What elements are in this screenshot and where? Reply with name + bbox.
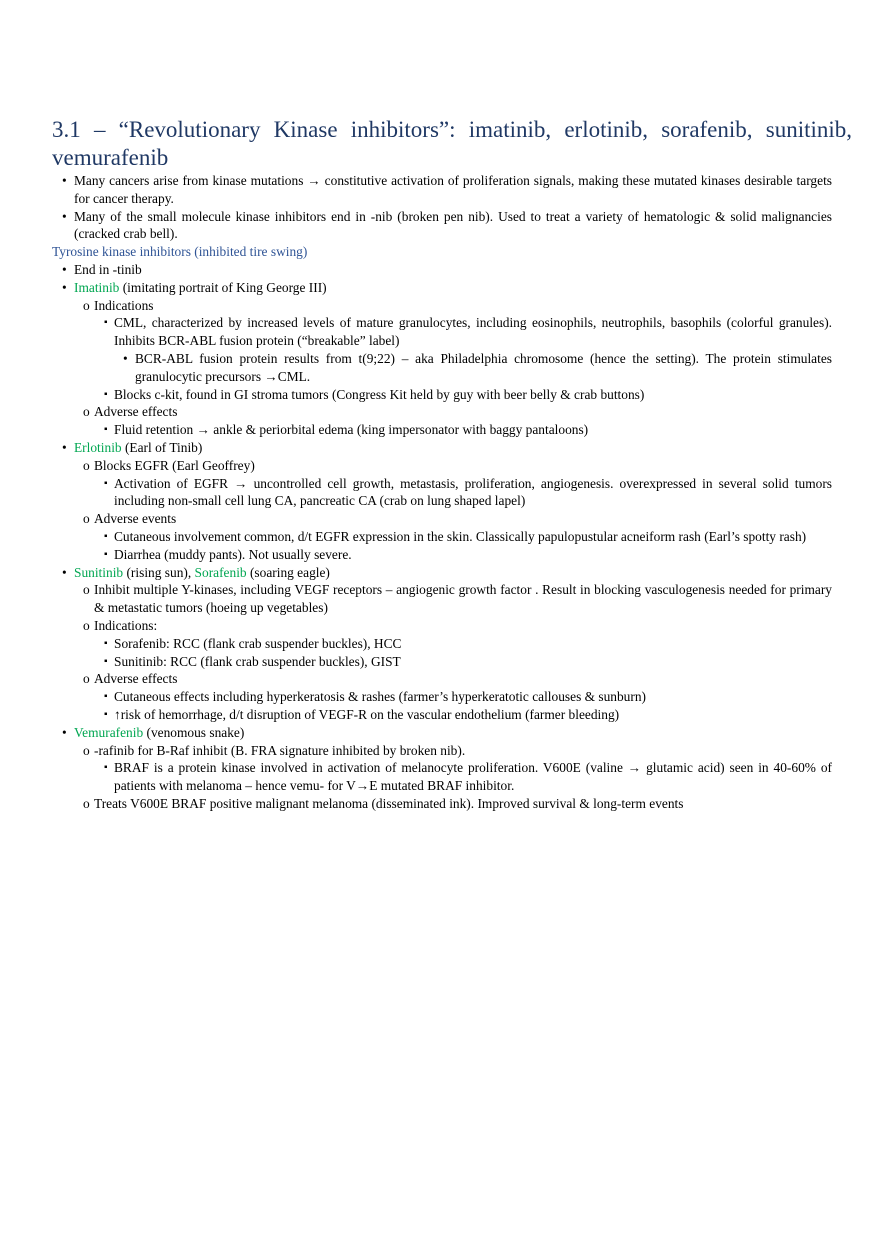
- list-item: [52, 759, 832, 795]
- imatinib-bcr-abl: BCR-ABL fusion protein results from t(9;22) – aka Philadelphia chromosome (hence the setting). The protein stimulates granulocytic precursors →CML.: [135, 350, 832, 384]
- bullet-icon: ▪: [104, 691, 108, 703]
- imatinib-adverse-label: Adverse effects: [94, 404, 178, 420]
- list-item: [52, 510, 832, 528]
- sunitinib-sorafenib-adverse-label: Adverse effects: [94, 671, 178, 687]
- bullet-icon: o: [83, 742, 90, 758]
- page-title: 3.1 – “Revolutionary Kinase inhibitors”: imatinib, erlotinib, sorafenib, sunitinib, vemurafenib: [52, 117, 852, 170]
- bullet-icon: ▪: [104, 708, 108, 720]
- bullet-icon: •: [62, 279, 67, 295]
- list-item: [52, 795, 832, 813]
- list-item: [52, 403, 832, 421]
- list-item: [52, 706, 832, 724]
- list-item: [52, 546, 832, 564]
- bullet-icon: o: [83, 404, 90, 420]
- sunitinib-sorafenib-indications-label: Indications:: [94, 617, 158, 633]
- section-heading-tki: Tyrosine kinase inhibitors (inhibited tire swing): [52, 244, 308, 260]
- sunitinib-sorafenib-inhibit: Inhibit multiple Y-kinases, including VEGF receptors – angiogenic growth factor . Result in blocking vasculogenesis needed for primary & metastatic tumors (hoeing up vegetables): [94, 582, 832, 616]
- bullet-icon: •: [123, 350, 128, 366]
- imatinib-indications-label: Indications: [94, 297, 154, 313]
- bullet-icon: ▪: [104, 548, 108, 560]
- sunitinib-indications: Sunitinib: RCC (flank crab suspender buckles), GIST: [114, 653, 401, 669]
- list-item-vemurafenib: [52, 724, 832, 742]
- list-item: [52, 261, 832, 279]
- sunitinib-sorafenib-cutaneous: Cutaneous effects including hyperkeratosis & rashes (farmer’s hyperkeratotic callouses & sunburn): [114, 689, 646, 705]
- sunitinib-mnemonic: (rising sun),: [123, 564, 195, 580]
- list-item: [52, 742, 832, 760]
- list-item: [52, 297, 832, 315]
- bullet-icon: o: [83, 297, 90, 313]
- bullet-icon: o: [83, 511, 90, 527]
- list-item-erlotinib: [52, 439, 832, 457]
- bullet-icon: •: [62, 208, 67, 224]
- list-item-sunitinib-sorafenib: [52, 564, 832, 582]
- drug-name-sunitinib: Sunitinib: [74, 564, 124, 580]
- list-item: [52, 386, 832, 404]
- bullet-icon: ▪: [104, 637, 108, 649]
- drug-name-erlotinib: Erlotinib: [74, 439, 122, 455]
- sorafenib-indications: Sorafenib: RCC (flank crab suspender buckles), HCC: [114, 635, 402, 651]
- bullet-icon: ▪: [104, 762, 108, 774]
- list-item: [52, 421, 832, 439]
- vemurafenib-braf: BRAF is a protein kinase involved in activation of melanocyte proliferation. V600E (valine → glutamic acid) seen in 40-60% of patients with melanoma – hence vemu- for V→E mutated BRAF inhibitor.: [114, 760, 832, 794]
- bullet-icon: o: [83, 671, 90, 687]
- end-in-tinib: End in -tinib: [74, 261, 142, 277]
- list-item: [52, 314, 832, 350]
- drug-name-vemurafenib: Vemurafenib: [74, 724, 144, 740]
- erlotinib-mnemonic: (Earl of Tinib): [121, 439, 203, 455]
- erlotinib-activation: Activation of EGFR → uncontrolled cell growth, metastasis, proliferation, angiogenesis. overexpressed in several solid tumors including non-small cell lung CA, pancreatic CA (crab on lung shaped lapel): [114, 475, 832, 509]
- list-item: [52, 581, 832, 617]
- bullet-icon: ▪: [104, 424, 108, 436]
- list-item: [52, 688, 832, 706]
- vemurafenib-treats: Treats V600E BRAF positive malignant melanoma (disseminated ink). Improved survival & long-term events: [94, 795, 684, 811]
- list-item: [52, 635, 832, 653]
- list-item: [52, 653, 832, 671]
- imatinib-mnemonic: (imitating portrait of King George III): [119, 279, 327, 295]
- bullet-icon: ▪: [104, 655, 108, 667]
- bullet-icon: o: [83, 617, 90, 633]
- erlotinib-blocks-egfr: Blocks EGFR (Earl Geoffrey): [94, 457, 255, 473]
- bullet-icon: •: [62, 439, 67, 455]
- drug-name-sorafenib: Sorafenib: [194, 564, 247, 580]
- bullet-icon: •: [62, 564, 67, 580]
- sorafenib-mnemonic: (soaring eagle): [246, 564, 330, 580]
- erlotinib-adverse-label: Adverse events: [94, 511, 177, 527]
- list-item: [52, 670, 832, 688]
- list-item: [52, 528, 832, 546]
- bullet-icon: o: [83, 795, 90, 811]
- bullet-icon: ▪: [104, 317, 108, 329]
- bullet-icon: •: [62, 724, 67, 740]
- bullet-icon: o: [83, 582, 90, 598]
- bullet-icon: ▪: [104, 388, 108, 400]
- vemurafenib-mnemonic: (venomous snake): [143, 724, 245, 740]
- erlotinib-cutaneous: Cutaneous involvement common, d/t EGFR expression in the skin. Classically papulopustular acneiform rash (Earl’s spotty rash): [114, 528, 807, 544]
- list-item: [52, 350, 832, 386]
- bullet-icon: ▪: [104, 477, 108, 489]
- list-item: [52, 617, 832, 635]
- intro-nib-suffix: Many of the small molecule kinase inhibitors end in -nib (broken pen nib). Used to treat a variety of hematologic & solid malignancies (cracked crab bell).: [74, 208, 832, 242]
- intro-kinase-mutations: Many cancers arise from kinase mutations → constitutive activation of proliferation signals, making these mutated kinases desirable targets for cancer therapy.: [74, 173, 832, 206]
- bullet-icon: ▪: [104, 530, 108, 542]
- imatinib-ckit: Blocks c-kit, found in GI stroma tumors (Congress Kit held by guy with beer belly & crab buttons): [114, 386, 645, 402]
- list-item: [52, 172, 832, 208]
- list-item: [52, 475, 832, 511]
- drug-name-imatinib: Imatinib: [74, 279, 120, 295]
- bullet-icon: •: [62, 261, 67, 277]
- bullet-icon: •: [62, 173, 67, 188]
- bullet-icon: o: [83, 457, 90, 473]
- sunitinib-sorafenib-hemorrhage: ↑risk of hemorrhage, d/t disruption of VEGF-R on the vascular endothelium (farmer bleeding): [114, 706, 620, 722]
- document-body: [52, 172, 832, 813]
- imatinib-fluid-retention: Fluid retention → ankle & periorbital edema (king impersonator with baggy pantaloons): [114, 422, 589, 438]
- vemurafenib-rafinib: -rafinib for B-Raf inhibit (B. FRA signature inhibited by broken nib).: [94, 742, 466, 758]
- list-item: [52, 208, 832, 244]
- imatinib-cml: CML, characterized by increased levels of mature granulocytes, including eosinophils, neutrophils, basophils (colorful granules). Inhibits BCR-ABL fusion protein (“breakable” label): [114, 315, 832, 349]
- erlotinib-diarrhea: Diarrhea (muddy pants). Not usually severe.: [114, 546, 352, 562]
- list-item-imatinib: [52, 279, 832, 297]
- list-item: [52, 457, 832, 475]
